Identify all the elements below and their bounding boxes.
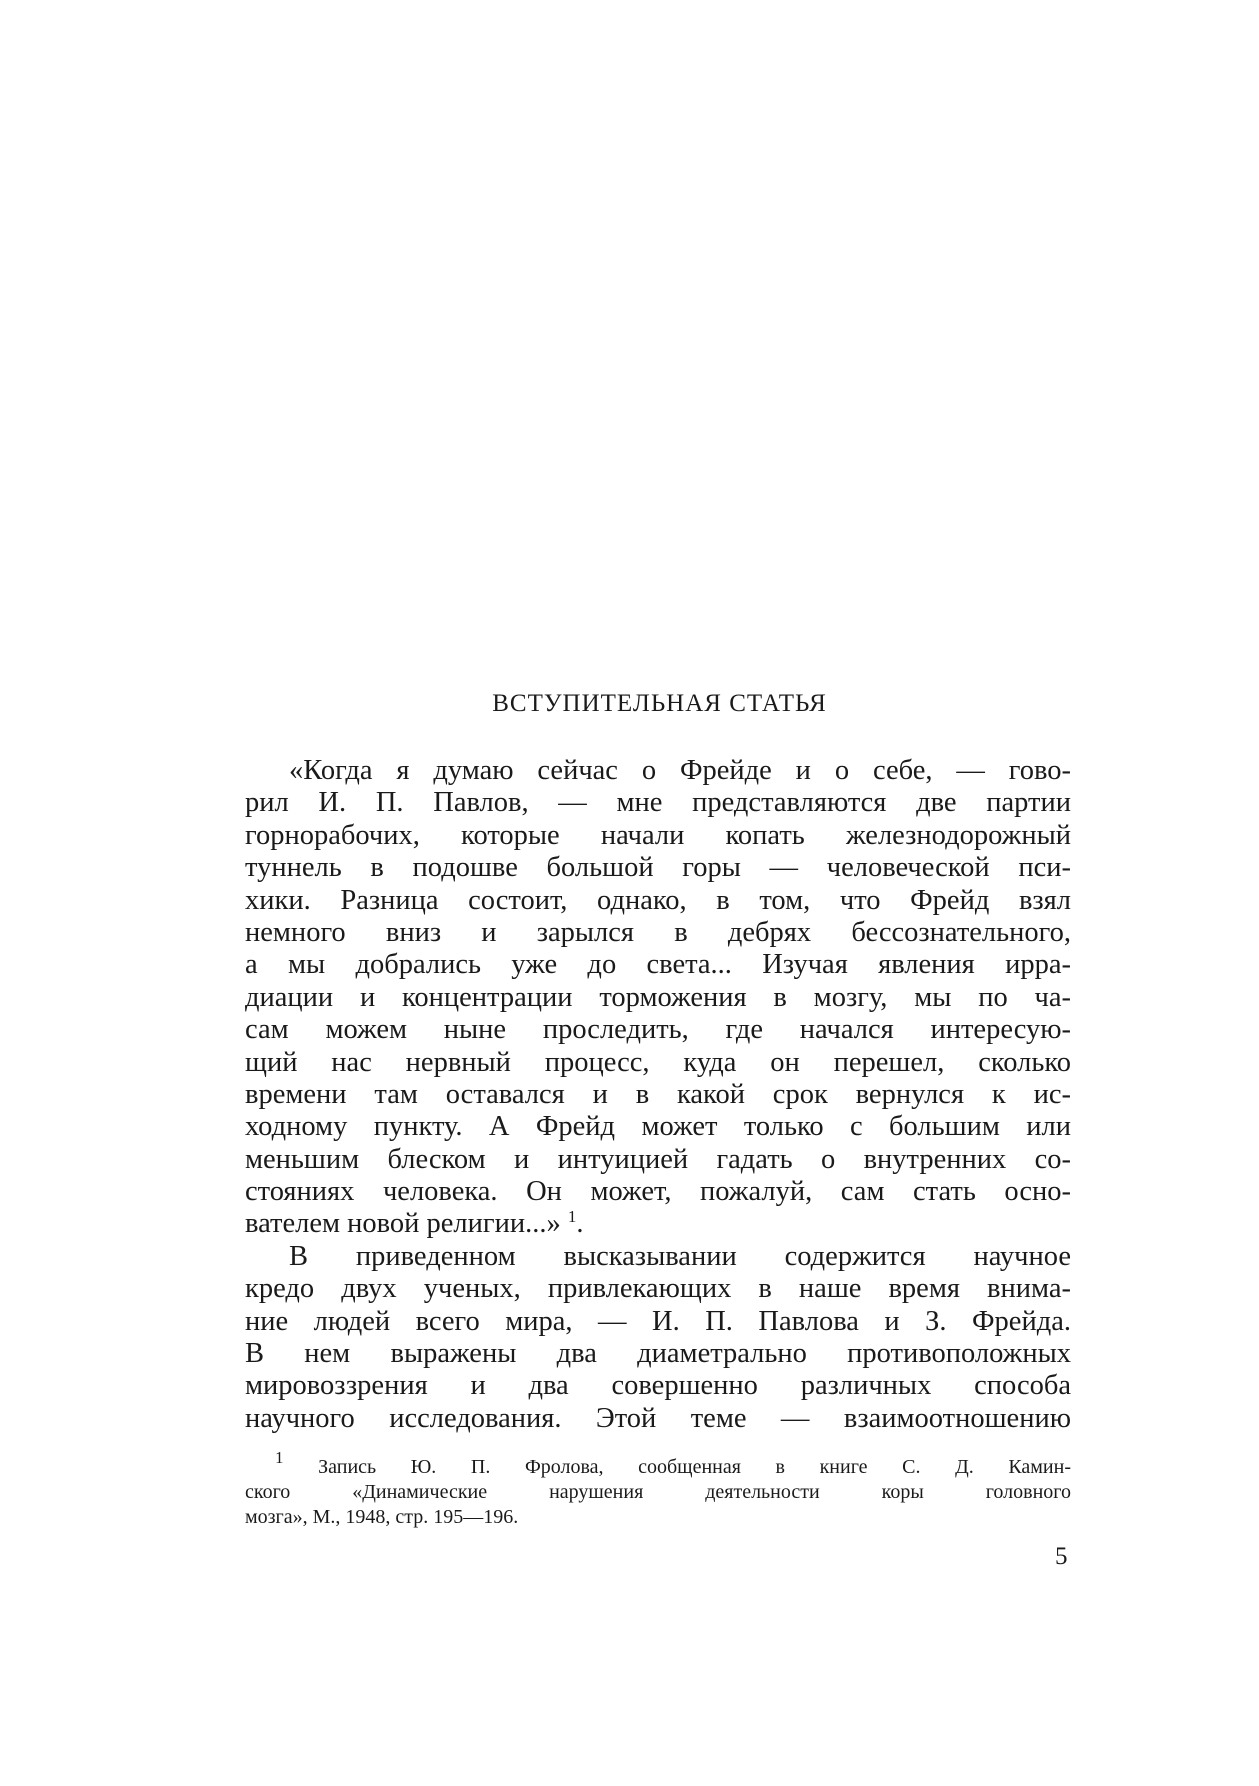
text-line: немного вниз и зарылся в дебрях бессознательного, — [245, 916, 1071, 948]
text-line-last — [245, 1208, 1071, 1240]
footnote-marker: 1 — [275, 1448, 284, 1467]
page-number: 5 — [1055, 1543, 1068, 1570]
text-line: В нем выражены два диаметрально противоположных — [245, 1338, 1071, 1370]
text-line: ходному пункту. А Фрейд может только с большим или — [245, 1111, 1071, 1143]
text-line: стояниях человека. Он может, пожалуй, сам стать осно- — [245, 1176, 1071, 1208]
footnote-line: ского «Динамические нарушения деятельности коры головного — [245, 1481, 1071, 1503]
footnote-text: Запись Ю. П. Фролова, сообщенная в книге С. Д. Камин- — [318, 1456, 1072, 1478]
text-line: туннель в подошве большой горы — человеческой пси- — [245, 852, 1071, 884]
section-heading: ВСТУПИТЕЛЬНАЯ СТАТЬЯ — [492, 690, 827, 717]
text-line: рил И. П. Павлов, — мне представляются две партии — [245, 787, 1071, 819]
text-line: времени там оставался и в какой срок вернулся к ис- — [245, 1078, 1071, 1110]
text-line: сам можем ныне проследить, где начался интересую- — [245, 1014, 1071, 1046]
footnote-reference: 1 — [567, 1207, 577, 1227]
main-text — [245, 755, 1071, 1435]
text-line: щий нас нервный процесс, куда он перешел, сколько — [245, 1046, 1071, 1078]
sentence-period: . — [576, 1208, 584, 1240]
text-line: ние людей всего мира, — И. П. Павлова и З. Фрейда. — [245, 1305, 1071, 1337]
text-line: меньшим блеском и интуицией гадать о внутренних со- — [245, 1143, 1071, 1175]
text-line: В приведенном высказывании содержится научное — [289, 1240, 1071, 1272]
text-line: а мы добрались уже до света... Изучая явления ирра- — [245, 949, 1071, 981]
text-line: горнорабочих, которые начали копать железнодорожный — [245, 819, 1071, 851]
text-line: кредо двух ученых, привлекающих в наше время внима- — [245, 1273, 1071, 1305]
footnote-line: мозга», М., 1948, стр. 195—196. — [245, 1506, 519, 1528]
text-line: диации и концентрации торможения в мозгу, мы по ча- — [245, 981, 1071, 1013]
text-line: хики. Разница состоит, однако, в том, что Фрейд взял — [245, 884, 1071, 916]
footnote-line — [245, 1448, 1072, 1480]
footnote — [245, 1448, 1072, 1530]
text-line: мировоззрения и два совершенно различных способа — [245, 1370, 1071, 1402]
quote-end-text: вателем новой религии...» — [245, 1208, 561, 1240]
text-line: научного исследования. Этой теме — взаимоотношению — [245, 1402, 1071, 1434]
text-line: «Когда я думаю сейчас о Фрейде и о себе, — гово- — [289, 755, 1071, 786]
